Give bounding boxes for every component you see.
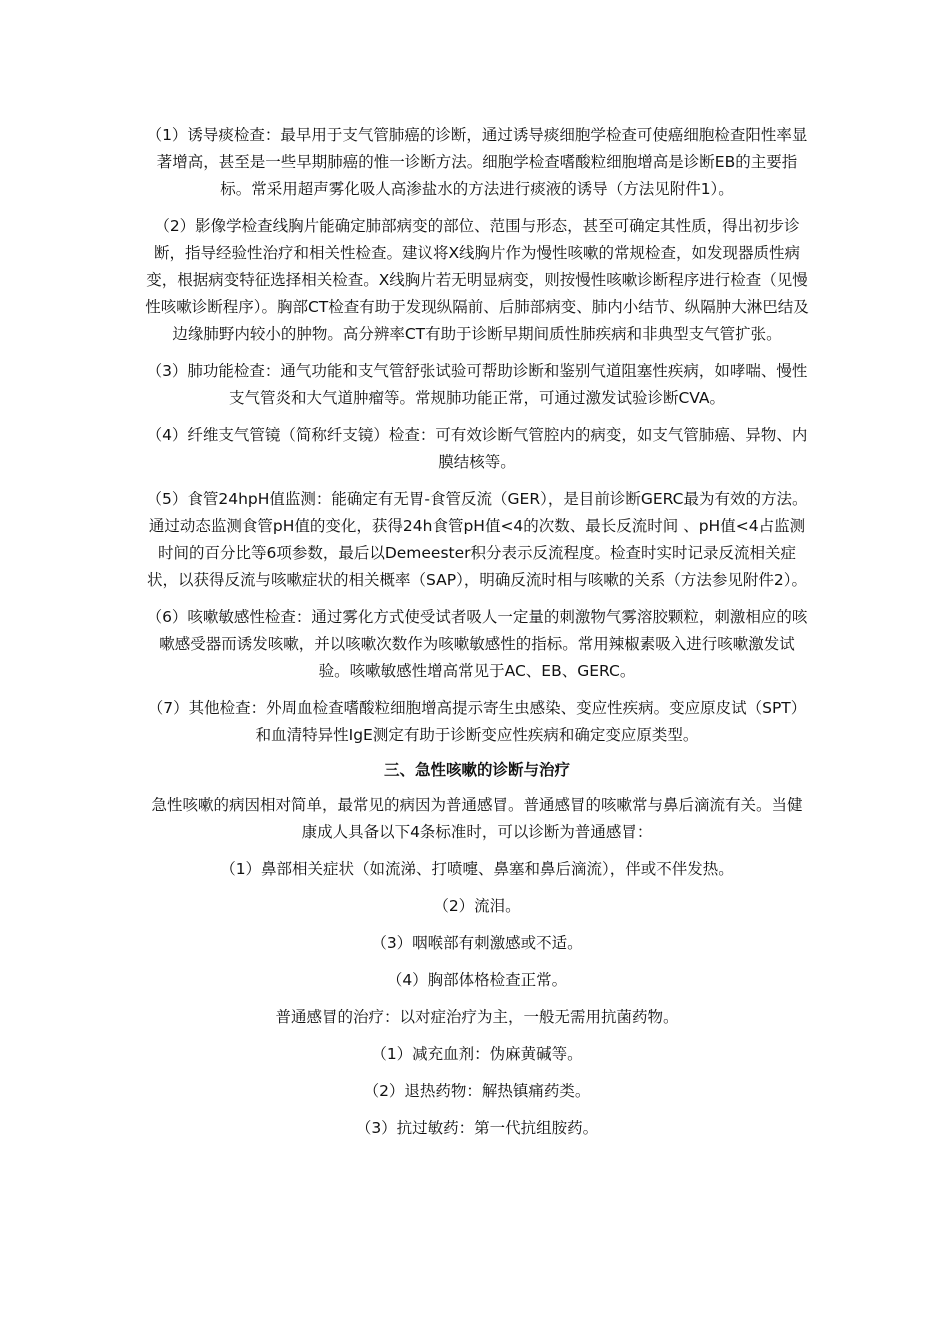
criteria-item: （2）流泪。 — [433, 897, 521, 915]
criteria-item: （1）鼻部相关症状（如流涕、打喷嚏、鼻塞和鼻后滴流），伴或不伴发热。 — [220, 860, 734, 878]
treatment-item: （1）减充血剂：伪麻黄碱等。 — [371, 1045, 583, 1063]
criteria-item: （4）胸部体格检查正常。 — [386, 971, 568, 989]
paragraph-cough-sensitivity: （6）咳嗽敏感性检查：通过雾化方式使受试者吸人一定量的刺激物气雾溶胶颗粒，刺激相应的咳嗽感受器而诱发咳嗽，并以咳嗽次数作为咳嗽敏感性的指标。常用辣椒素吸入进行咳嗽激发试验。咳嗽敏感性增高常见于AC、EB、GERC。 — [146, 608, 808, 680]
paragraph-other-tests: （7）其他检查：外周血检查嗜酸粒细胞增高提示寄生虫感染、变应性疾病。变应原皮试（SPT）和血清特异性IgE测定有助于诊断变应性疾病和确定变应原类型。 — [147, 699, 807, 744]
treatment-intro: 普通感冒的治疗：以对症治疗为主，一般无需用抗菌药物。 — [275, 1008, 679, 1026]
treatment-item: （2）退热药物：解热镇痛药类。 — [363, 1082, 591, 1100]
paragraph-lung-function: （3）肺功能检查：通气功能和支气管舒张试验可帮助诊断和鉴别气道阻塞性疾病，如哮喘、慢性支气管炎和大气道肿瘤等。常规肺功能正常，可通过激发试验诊断CVA。 — [146, 362, 808, 407]
paragraph-imaging: （2）影像学检查线胸片能确定肺部病变的部位、范围与形态，甚至可确定其性质，得出初步诊断，指导经验性治疗和相关性检查。建议将X线胸片作为慢性咳嗽的常规检查，如发现器质性病变，根据病变特征选择相关检查。X线胸片若无明显病变，则按慢性咳嗽诊断程序进行检查（见慢性咳嗽诊断程序）。胸部CT检查有助于发现纵隔前、后肺部病变、肺内小结节、纵隔肿大淋巴结及边缘肺野内较小的肿物。高分辨率CT有助于诊断早期间质性肺疾病和非典型支气管扩张。 — [145, 217, 809, 343]
paragraph-intro: 急性咳嗽的病因相对简单，最常见的病因为普通感冒。普通感冒的咳嗽常与鼻后滴流有关。当健康成人具备以下4条标准时，可以诊断为普通感冒： — [151, 796, 803, 841]
paragraph-bronchoscopy: （4）纤维支气管镜（简称纤支镜）检查：可有效诊断气管腔内的病变，如支气管肺癌、异物、内膜结核等。 — [146, 426, 808, 471]
treatment-item: （3）抗过敏药：第一代抗组胺药。 — [355, 1119, 599, 1137]
paragraph-ph-monitoring: （5）食管24hpH值监测：能确定有无胃-食管反流（GER），是目前诊断GERC最为有效的方法。通过动态监测食管pH值的变化，获得24h食管pH值<4的次数、最长反流时间 、pH值<4占监测时间的百分比等6项参数，最后以Demeester积分表示反流程度。检查时实时记录反流相关症状，以获得反流与咳嗽症状的相关概率（SAP），明确反流时相与咳嗽的关系（方法参见附件2）。 — [146, 490, 808, 589]
section-heading: 三、急性咳嗽的诊断与治疗 — [383, 761, 570, 779]
paragraph-induced-sputum: （1）诱导痰检查：最早用于支气管肺癌的诊断，通过诱导痰细胞学检查可使癌细胞检查阳性率显著增高，甚至是一些早期肺癌的惟一诊断方法。细胞学检查嗜酸粒细胞增高是诊断EB的主要指标。常采用超声雾化吸人高渗盐水的方法进行痰液的诱导（方法见附件1）。 — [146, 126, 808, 198]
document-page — [145, 122, 809, 1152]
criteria-item: （3）咽喉部有刺激感或不适。 — [371, 934, 583, 952]
